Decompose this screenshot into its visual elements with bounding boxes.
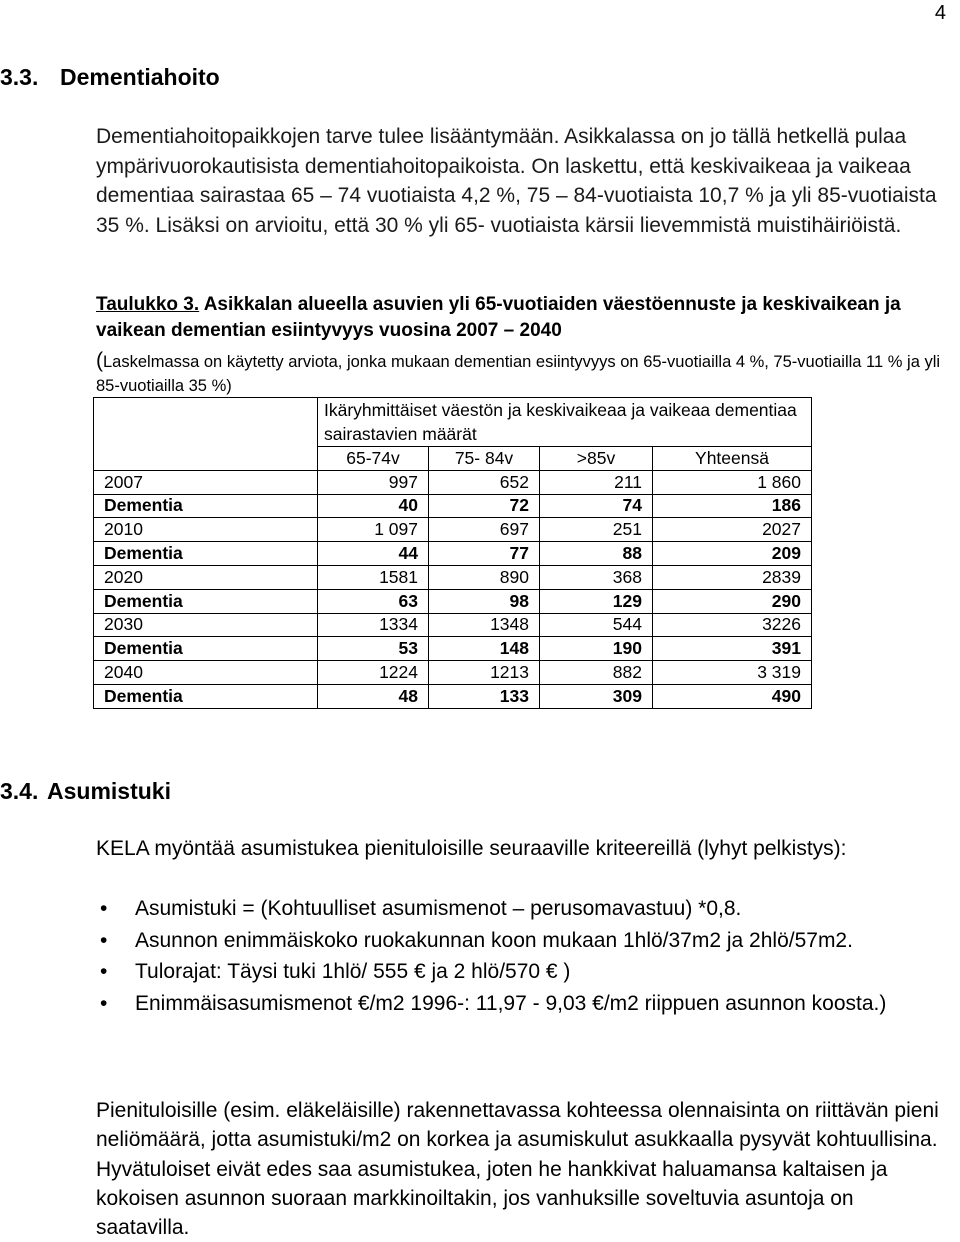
row-label: Dementia: [94, 684, 318, 708]
list-item: [96, 894, 946, 924]
table-cell: 882: [540, 661, 653, 685]
table-cell: 88: [540, 542, 653, 566]
row-label: 2030: [94, 613, 318, 637]
table-cell: 148: [429, 637, 540, 661]
table-cell: 3226: [653, 613, 812, 637]
table-cell: 290: [653, 589, 812, 613]
bullet-icon: •: [100, 991, 108, 1015]
paragraph-dementia-need: Dementiahoitopaikkojen tarve tulee lisääntymään. Asikkalassa on jo tällä hetkellä pulaa ympärivuorokautisista dementiahoitopaikoista. On laskettu, että keskivaikeaa ja vaikeaa dementiaa sairastaa 65 – 74 vuotiaista 4,2 %, 75 – 84-vuotiaista 10,7 % ja yli 85-vuotiaista 35 %. Lisäksi on arvioitu, että 30 % yli 65- vuotiaista kärsii lievemmistä muistihäiriöistä.: [96, 125, 937, 237]
row-label: Dementia: [94, 542, 318, 566]
list-item-text: Tulorajat: Täysi tuki 1hlö/ 555 € ja 2 hlö/570 € ): [135, 960, 571, 984]
table-row-dementia: [94, 637, 812, 661]
table-cell: 211: [540, 470, 653, 494]
table-cell: 1 097: [318, 518, 429, 542]
table-cell: 368: [540, 565, 653, 589]
table-cell: 251: [540, 518, 653, 542]
table-cell: 1 860: [653, 470, 812, 494]
paragraph-low-income-housing: Pienituloisille (esim. eläkeläisille) rakennettavassa kohteessa olennaisinta on riittävän pieni neliömäärä, jotta asumistuki/m2 on korkea ja asumiskulut asukkaalla pysyvät kohtuullisina. Hyvätuloiset eivät edes saa asumistukea, joten he hankkivat haluamansa kaltaisen ja kokoisen asunnon suoraan markkinoiltakin, jos vanhuksille soveltuvia asuntoja on saatavilla.: [96, 1099, 939, 1240]
table-row-population: [94, 613, 812, 637]
list-item-text: Asumistuki = (Kohtuulliset asumismenot – perusomavastuu) *0,8.: [135, 897, 742, 920]
bullet-icon: •: [100, 928, 108, 952]
column-header: >85v: [540, 447, 653, 471]
table-cell: 544: [540, 613, 653, 637]
criteria-list: [96, 894, 946, 1020]
column-header: 75- 84v: [429, 447, 540, 471]
table-note: [96, 349, 956, 398]
list-item: [96, 989, 946, 1019]
population-dementia-table: [93, 397, 812, 709]
table-row-dementia: [94, 542, 812, 566]
row-label: Dementia: [94, 494, 318, 518]
table-note-text: Laskelmassa on käytetty arviota, jonka mukaan dementian esiintyvyys on 65-vuotiailla 4 %, 75-vuotiailla 11 % ja yli 85-vuotiailla 35 %): [96, 353, 941, 395]
table-corner-cell: [94, 398, 318, 471]
table-group-header: Ikäryhmittäiset väestön ja keskivaikeaa ja vaikeaa dementiaa sairastavien määrät: [318, 398, 812, 447]
table-cell: 2839: [653, 565, 812, 589]
table-group-header-row: [94, 398, 812, 447]
table-row-population: [94, 565, 812, 589]
row-label: 2010: [94, 518, 318, 542]
page-number: 4: [934, 2, 946, 24]
row-label: Dementia: [94, 589, 318, 613]
row-label: 2040: [94, 661, 318, 685]
table-cell: 40: [318, 494, 429, 518]
table-cell: 72: [429, 494, 540, 518]
row-label: 2020: [94, 565, 318, 589]
column-header: 65-74v: [318, 447, 429, 471]
table-cell: 44: [318, 542, 429, 566]
table-cell: 1334: [318, 613, 429, 637]
table-caption-text: Asikkalan alueella asuvien yli 65-vuotiaiden väestöennuste ja keskivaikean ja vaikean dementian esiintyvyys vuosina 2007 – 2040: [96, 294, 901, 341]
table-cell: 309: [540, 684, 653, 708]
table-caption: [96, 292, 954, 344]
table-cell: 77: [429, 542, 540, 566]
list-item: [96, 926, 946, 956]
list-item-text: Asunnon enimmäiskoko ruokakunnan koon mukaan 1hlö/37m2 ja 2hlö/57m2.: [135, 928, 853, 952]
table-cell: 1348: [429, 613, 540, 637]
table-row-dementia: [94, 589, 812, 613]
table-cell: 48: [318, 684, 429, 708]
table-cell: 98: [429, 589, 540, 613]
table-cell: 2027: [653, 518, 812, 542]
table-cell: 74: [540, 494, 653, 518]
section-number: 3.4.: [0, 778, 39, 804]
table-cell: 652: [429, 470, 540, 494]
table-cell: 63: [318, 589, 429, 613]
table-row-dementia: [94, 684, 812, 708]
table-note-paren: (: [96, 349, 103, 372]
table-caption-label: Taulukko 3.: [96, 294, 200, 315]
table-row-population: [94, 470, 812, 494]
section-title: Dementiahoito: [60, 64, 220, 90]
row-label: Dementia: [94, 637, 318, 661]
table-cell: 997: [318, 470, 429, 494]
list-item-text: Enimmäisasumismenot €/m2 1996-: 11,97 - 9,03 €/m2 riippuen asunnon koosta.): [135, 991, 887, 1015]
section-heading-dementiahoito: [0, 64, 220, 91]
section-number: 3.3.: [0, 64, 39, 90]
table-cell: 697: [429, 518, 540, 542]
table-cell: 1224: [318, 661, 429, 685]
table-cell: 186: [653, 494, 812, 518]
table-cell: 190: [540, 637, 653, 661]
table-cell: 133: [429, 684, 540, 708]
list-item: [96, 957, 946, 987]
table-cell: 53: [318, 637, 429, 661]
table-cell: 1581: [318, 565, 429, 589]
bullet-icon: •: [100, 960, 108, 984]
table-cell: 129: [540, 589, 653, 613]
table-cell: 490: [653, 684, 812, 708]
section-title: Asumistuki: [47, 778, 171, 804]
section-heading-asumistuki: [0, 778, 171, 805]
table-row-dementia: [94, 494, 812, 518]
table-cell: 3 319: [653, 661, 812, 685]
row-label: 2007: [94, 470, 318, 494]
table-cell: 890: [429, 565, 540, 589]
table-row-population: [94, 661, 812, 685]
column-header: Yhteensä: [653, 447, 812, 471]
table-cell: 391: [653, 637, 812, 661]
table-row-population: [94, 518, 812, 542]
paragraph-kela-intro: KELA myöntää asumistukea pienituloisille seuraaville kriteereillä (lyhyt pelkistys):: [96, 837, 847, 860]
table-cell: 209: [653, 542, 812, 566]
table-cell: 1213: [429, 661, 540, 685]
bullet-icon: •: [100, 897, 108, 920]
